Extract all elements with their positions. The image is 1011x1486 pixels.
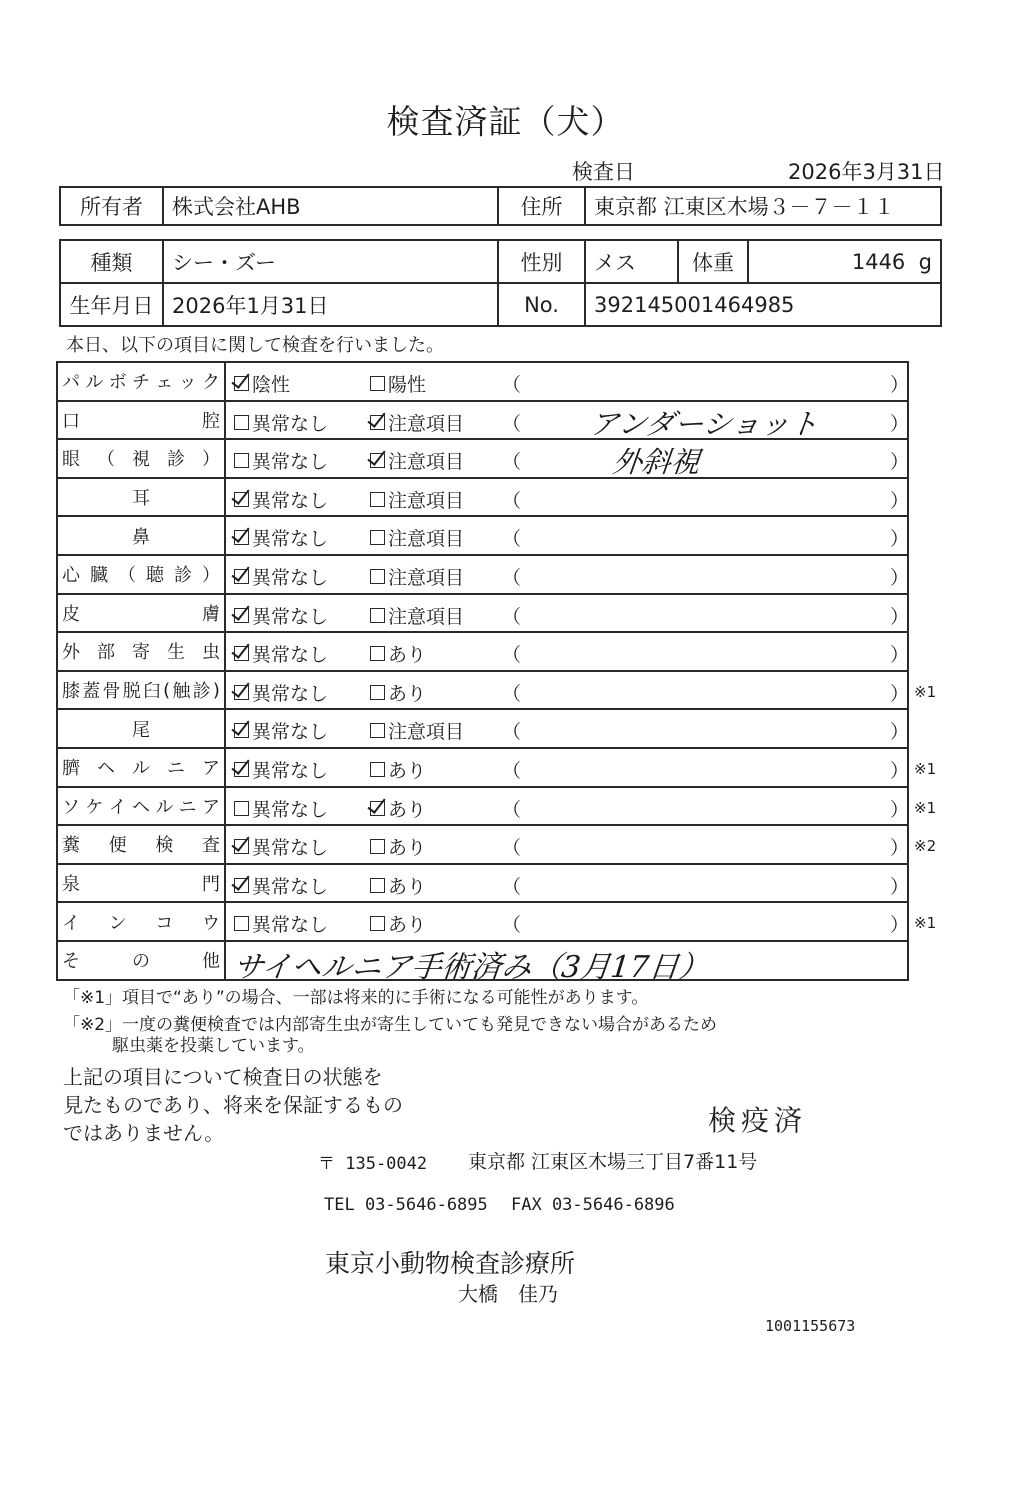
- open-paren: （: [502, 566, 522, 589]
- exam-item-name-char: 臓: [90, 565, 108, 587]
- exam-item-name-char: ニ: [167, 758, 185, 780]
- exam-item-name-char: ェ: [155, 372, 174, 394]
- checked-box-icon: [370, 415, 385, 430]
- exam-item-name-char: ): [212, 679, 220, 701]
- option-label: 注意項目: [388, 605, 465, 628]
- exam-item-row: [58, 826, 937, 865]
- exam-item-name-char: イ: [62, 912, 80, 934]
- exam-item-name-char: 寄: [132, 642, 150, 664]
- birth-label: 生年月日: [60, 283, 163, 326]
- exam-item-name-part: 皮: [62, 603, 80, 625]
- exam-item-name-char: 生: [167, 642, 185, 664]
- open-paren: （: [502, 837, 522, 860]
- open-paren: （: [502, 528, 522, 551]
- option-label: 異常なし: [252, 566, 329, 589]
- option-label: あり: [388, 644, 427, 667]
- exam-item-row: [58, 440, 910, 480]
- unchecked-option: [370, 679, 426, 706]
- exam-item-name-char: ケ: [85, 796, 104, 818]
- exam-item-name-char: 眼: [62, 449, 80, 471]
- disclaimer-line-2: 見たものであり、将来を保証するもの: [63, 1093, 403, 1117]
- checked-option: [370, 795, 426, 822]
- checkbox-icon: [370, 569, 385, 584]
- checkbox-icon: [370, 685, 385, 700]
- exam-item-name-part: 泉: [62, 874, 80, 896]
- intro-text: 本日、以下の項目に関して検査を行いました。: [66, 335, 444, 356]
- exam-item-name: [58, 749, 226, 786]
- exam-item-name-char: ヘ: [97, 758, 115, 780]
- exam-item-name: [58, 865, 226, 902]
- no-label: No.: [498, 283, 585, 326]
- breed-value: シー・ズー: [163, 240, 498, 283]
- exam-items-table: [56, 361, 937, 985]
- option-label: 異常なし: [252, 644, 329, 667]
- unchecked-option: [370, 602, 464, 629]
- option-label: あり: [388, 682, 427, 705]
- exam-date-label: 検査日: [572, 160, 635, 184]
- other-handwritten-note: サイヘルニア手術済み（3月17日）: [231, 949, 711, 985]
- unchecked-option: [234, 910, 328, 937]
- unchecked-option: [370, 370, 426, 397]
- open-paren: （: [502, 682, 522, 705]
- checked-box-icon: [234, 839, 249, 854]
- exam-item-name-char: 骨: [102, 681, 121, 703]
- breed-label: 種類: [60, 240, 163, 283]
- exam-item-name: [58, 788, 226, 825]
- weight-value: 1446: [851, 249, 906, 274]
- open-paren: （: [502, 489, 522, 512]
- checked-box-icon: [234, 569, 249, 584]
- footnote-mark: ※2: [914, 837, 937, 856]
- exam-item-name-char: 膝: [62, 681, 80, 703]
- exam-item-row: [58, 633, 910, 672]
- exam-item-row: [58, 710, 910, 749]
- exam-item-name-part: 膚: [202, 603, 220, 625]
- checked-option: [234, 872, 328, 899]
- checked-box-icon: [234, 608, 249, 623]
- option-label: 異常なし: [252, 875, 329, 898]
- exam-item-name-part: 口: [62, 410, 80, 432]
- checked-box-icon: [234, 723, 249, 738]
- exam-item-name-char: 蓋: [82, 681, 101, 703]
- address-label: 住所: [498, 187, 585, 225]
- checkbox-icon: [370, 376, 385, 391]
- open-paren: （: [502, 644, 522, 667]
- exam-item-name-char: （: [97, 449, 115, 471]
- checkbox-icon: [234, 801, 249, 816]
- exam-item-row: [58, 903, 937, 942]
- option-label: 異常なし: [252, 451, 329, 474]
- checkbox-icon: [370, 492, 385, 507]
- footnote-2-line2: 駆虫薬を投薬しています。: [112, 1036, 315, 1056]
- unchecked-option: [370, 640, 426, 667]
- exam-item-name: [58, 402, 226, 439]
- option-label: あり: [388, 759, 427, 782]
- exam-item-row: [58, 363, 910, 402]
- exam-item-name-char: ル: [155, 796, 174, 818]
- exam-item-name-char: ヘ: [131, 796, 150, 818]
- close-paren: ）: [890, 644, 910, 667]
- exam-item-name-char: 視: [132, 449, 150, 471]
- open-paren: （: [502, 875, 522, 898]
- option-label: あり: [388, 837, 427, 860]
- exam-item-name-char: ア: [202, 758, 220, 780]
- checked-option: [234, 602, 328, 629]
- exam-item-name-char: 検: [155, 835, 174, 857]
- close-paren: ）: [890, 875, 910, 898]
- checkbox-icon: [370, 723, 385, 738]
- exam-item-name-char: 部: [97, 642, 115, 664]
- checked-option: [234, 640, 328, 667]
- exam-item-row: [58, 595, 910, 634]
- open-paren: （: [502, 798, 522, 821]
- checked-box-icon: [234, 530, 249, 545]
- exam-item-name-char: コ: [155, 912, 174, 934]
- doctor-name: 大橋 佳乃: [458, 1282, 558, 1306]
- checked-option: [234, 833, 328, 860]
- birth-value: 2026年1月31日: [163, 283, 498, 326]
- unchecked-option: [370, 524, 464, 551]
- option-label: 注意項目: [388, 566, 465, 589]
- checkbox-icon: [234, 415, 249, 430]
- close-paren: ）: [890, 489, 910, 512]
- checked-box-icon: [370, 801, 385, 816]
- exam-item-name-char: チ: [131, 372, 150, 394]
- weight-cell: [748, 240, 941, 283]
- option-label: 注意項目: [388, 528, 465, 551]
- clinic-name: 東京小動物検査診療所: [325, 1249, 576, 1278]
- exam-item-row: [58, 865, 910, 904]
- unchecked-option: [370, 833, 426, 860]
- close-paren: ）: [890, 412, 910, 435]
- footnote-2-line1: 「※2」一度の糞便検査では内部寄生虫が寄生していても発見できない場合があるため: [63, 1015, 718, 1035]
- serial-number: 1001155673: [765, 1317, 856, 1335]
- option-label: 異常なし: [252, 528, 329, 551]
- checked-box-icon: [234, 878, 249, 893]
- option-label: 異常なし: [252, 837, 329, 860]
- close-paren: ）: [890, 451, 910, 474]
- exam-item-row: [58, 402, 910, 441]
- exam-item-name-char: ッ: [178, 372, 197, 394]
- open-paren: （: [502, 759, 522, 782]
- close-paren: ）: [890, 798, 910, 821]
- close-paren: ）: [890, 605, 910, 628]
- checked-box-icon: [234, 492, 249, 507]
- checked-box-icon: [370, 453, 385, 468]
- unchecked-option: [370, 563, 464, 590]
- exam-item-name-part: 腔: [202, 410, 220, 432]
- checked-box-icon: [234, 376, 249, 391]
- exam-item-name-char: ク: [201, 372, 220, 394]
- option-label: 注意項目: [388, 489, 465, 512]
- exam-item-name-part: 門: [202, 874, 220, 896]
- exam-item-name-char: 糞: [62, 835, 80, 857]
- unchecked-option: [370, 756, 426, 783]
- other-label: [58, 942, 226, 979]
- option-label: あり: [388, 875, 427, 898]
- handwritten-note: 外斜視: [611, 445, 702, 480]
- unchecked-option: [234, 795, 328, 822]
- exam-item-name: [58, 556, 226, 593]
- open-paren: （: [502, 412, 522, 435]
- checkbox-icon: [370, 839, 385, 854]
- unchecked-option: [234, 447, 328, 474]
- exam-item-name-char: ニ: [178, 796, 197, 818]
- option-label: あり: [388, 914, 427, 937]
- other-label-char: そ: [62, 951, 80, 973]
- checkbox-icon: [370, 878, 385, 893]
- exam-item-name-char: ）: [202, 449, 220, 471]
- open-paren: （: [502, 605, 522, 628]
- exam-item-name-char: 外: [62, 642, 80, 664]
- option-label: 異常なし: [252, 605, 329, 628]
- option-label: 注意項目: [388, 451, 465, 474]
- exam-item-row: [58, 556, 910, 595]
- footnote-mark: ※1: [914, 914, 937, 933]
- exam-item-name-char: （: [118, 565, 136, 587]
- option-label: 注意項目: [388, 721, 465, 744]
- close-paren: ）: [890, 566, 910, 589]
- exam-item-name-char: 診: [174, 565, 192, 587]
- sex-label: 性別: [498, 240, 585, 283]
- exam-item-name-char: 虫: [202, 642, 220, 664]
- exam-item-name-char: ア: [201, 796, 220, 818]
- exam-item-row: [58, 672, 937, 711]
- sex-value: メス: [585, 240, 678, 283]
- exam-item-row: [58, 479, 910, 518]
- exam-item-name-char: パ: [62, 372, 80, 394]
- address-value: 東京都 江東区木場３－７－１１: [585, 187, 941, 225]
- exam-item-name: [58, 363, 226, 400]
- open-paren: （: [502, 374, 522, 396]
- option-label: 異常なし: [252, 489, 329, 512]
- close-paren: ）: [890, 528, 910, 551]
- owner-table: [59, 186, 942, 226]
- disclaimer-line-1: 上記の項目について検査日の状態を: [63, 1065, 383, 1089]
- exam-date-value: 2026年3月31日: [788, 160, 945, 184]
- exam-item-name-char: 臍: [62, 758, 80, 780]
- owner-label: 所有者: [60, 187, 163, 225]
- exam-item-name-char: (: [163, 679, 171, 701]
- exam-item-name-char: イ: [108, 796, 127, 818]
- certificate-title: 検査済証（犬）: [386, 102, 625, 141]
- exam-item-name: [58, 440, 226, 477]
- option-label: 異常なし: [252, 798, 329, 821]
- other-label-char: 他: [202, 951, 220, 973]
- option-label: 注意項目: [388, 412, 465, 435]
- quarantine-stamp: 検疫済: [708, 1104, 808, 1137]
- footnote-mark: ※1: [914, 682, 937, 701]
- clinic-fax: FAX 03-5646-6896: [511, 1195, 675, 1215]
- exam-item-name-char: ソ: [62, 796, 80, 818]
- exam-item-name-char: ウ: [201, 912, 220, 934]
- checked-box-icon: [234, 762, 249, 777]
- checked-option: [234, 370, 290, 397]
- exam-item-name-char: ル: [85, 372, 104, 394]
- checked-option: [234, 756, 328, 783]
- exam-item-name-char: 査: [201, 835, 220, 857]
- option-label: 異常なし: [252, 412, 329, 435]
- exam-item-name-char: 心: [62, 565, 80, 587]
- exam-item-name-char: 臼: [142, 681, 161, 703]
- footnote-mark: ※1: [914, 798, 937, 817]
- checked-option: [370, 447, 464, 474]
- handwritten-note: アンダーショット: [588, 406, 821, 441]
- footnote-1: 「※1」項目で“あり”の場合、一部は将来的に手術になる可能性があります。: [63, 988, 649, 1008]
- disclaimer-line-3: ではありません。: [63, 1121, 225, 1145]
- exam-item-name-char: 診: [192, 681, 211, 703]
- footnote-mark: ※1: [914, 759, 937, 778]
- clinic-postal: 〒 135-0042: [318, 1154, 428, 1174]
- unchecked-option: [234, 409, 328, 436]
- unchecked-option: [370, 872, 426, 899]
- option-label: 異常なし: [252, 721, 329, 744]
- open-paren: （: [502, 914, 522, 937]
- exam-item-name: 耳: [58, 479, 226, 516]
- exam-item-name-char: ン: [108, 912, 127, 934]
- exam-item-row: [58, 788, 937, 827]
- exam-item-name-char: 脱: [122, 681, 141, 703]
- exam-item-name: [58, 672, 226, 709]
- checkbox-icon: [370, 646, 385, 661]
- checked-box-icon: [234, 685, 249, 700]
- exam-item-name: [58, 826, 226, 863]
- checkbox-icon: [234, 453, 249, 468]
- exam-item-name-char: ボ: [108, 372, 127, 394]
- close-paren: ）: [890, 837, 910, 860]
- exam-item-name-char: 便: [108, 835, 127, 857]
- checked-option: [234, 486, 328, 513]
- other-row: [58, 942, 907, 985]
- checkbox-icon: [370, 916, 385, 931]
- close-paren: ）: [890, 914, 910, 937]
- unchecked-option: [370, 910, 426, 937]
- other-label-char: の: [132, 951, 150, 973]
- checked-option: [234, 717, 328, 744]
- clinic-tel: TEL 03-5646-6895: [324, 1195, 488, 1215]
- exam-item-name: [58, 903, 226, 940]
- option-label: あり: [388, 798, 427, 821]
- open-paren: （: [502, 451, 522, 474]
- exam-item-name: [58, 633, 226, 670]
- exam-item-row: [58, 517, 910, 556]
- checkbox-icon: [370, 608, 385, 623]
- weight-label: 体重: [678, 240, 748, 283]
- weight-unit: g: [918, 249, 932, 274]
- exam-item-row: [58, 749, 937, 788]
- close-paren: ）: [890, 759, 910, 782]
- option-label: 陽性: [388, 374, 427, 396]
- exam-item-name: 鼻: [58, 517, 226, 554]
- checkbox-icon: [370, 762, 385, 777]
- checked-option: [234, 524, 328, 551]
- exam-item-name-char: ）: [202, 565, 220, 587]
- close-paren: ）: [890, 721, 910, 744]
- checkbox-icon: [234, 916, 249, 931]
- exam-item-name-char: 聴: [146, 565, 164, 587]
- exam-item-name-char: ル: [132, 758, 150, 780]
- owner-value: 株式会社AHB: [163, 187, 498, 225]
- exam-item-name: 尾: [58, 710, 226, 747]
- close-paren: ）: [890, 682, 910, 705]
- option-label: 異常なし: [252, 682, 329, 705]
- option-label: 異常なし: [252, 914, 329, 937]
- no-value: 392145001464985: [585, 283, 941, 326]
- option-label: 陰性: [252, 374, 291, 396]
- close-paren: ）: [890, 374, 910, 396]
- checked-option: [234, 563, 328, 590]
- exam-item-name: [58, 595, 226, 632]
- pet-table: [59, 239, 942, 327]
- exam-item-name-char: 触: [172, 681, 191, 703]
- checkbox-icon: [370, 530, 385, 545]
- clinic-address: 東京都 江東区木場三丁目7番11号: [468, 1151, 758, 1173]
- checked-box-icon: [234, 646, 249, 661]
- option-label: 異常なし: [252, 759, 329, 782]
- open-paren: （: [502, 721, 522, 744]
- checked-option: [234, 679, 328, 706]
- unchecked-option: [370, 486, 464, 513]
- unchecked-option: [370, 717, 464, 744]
- exam-item-name-char: 診: [167, 449, 185, 471]
- checked-option: [370, 409, 464, 436]
